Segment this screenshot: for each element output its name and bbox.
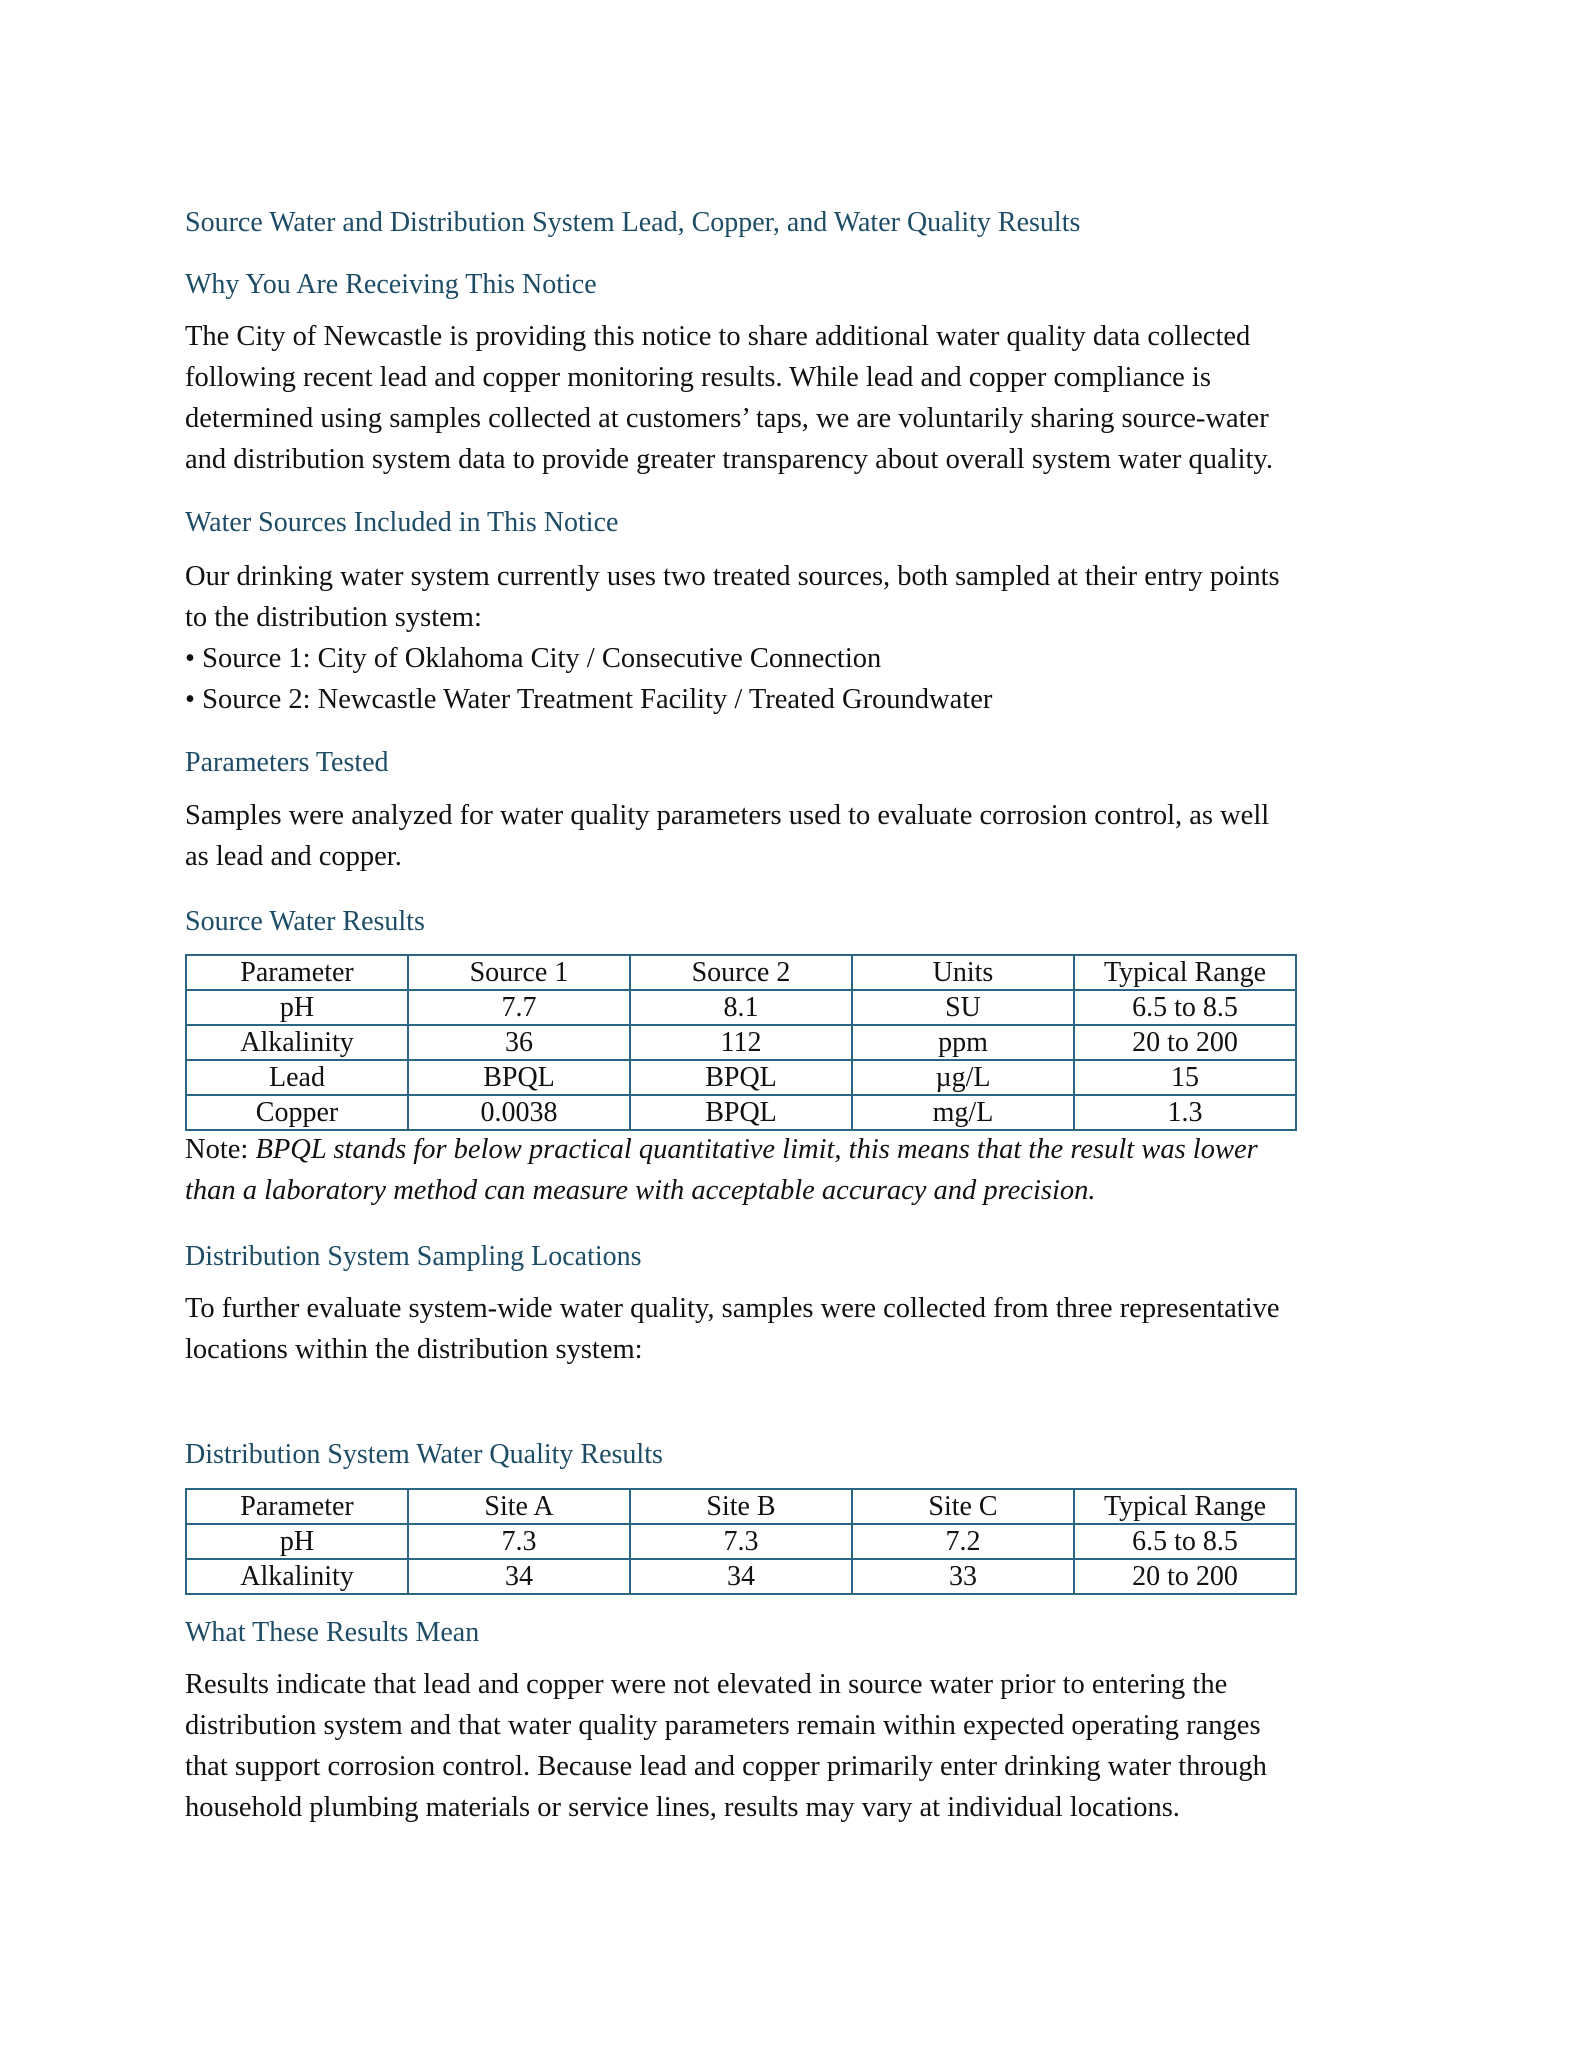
distribution-results-table xyxy=(185,1488,1297,1595)
table-row xyxy=(186,990,1296,1025)
header-cell: Site A xyxy=(408,1489,630,1524)
paragraph-water-sources xyxy=(185,556,1385,720)
header-cell: Site C xyxy=(852,1489,1074,1524)
text-line: The City of Newcastle is providing this notice to share additional water quality data collected xyxy=(185,321,1251,352)
table-cell: pH xyxy=(186,990,408,1025)
table-cell: 34 xyxy=(630,1559,852,1594)
table-cell: Copper xyxy=(186,1095,408,1130)
paragraph-results-meaning xyxy=(185,1664,1385,1828)
text-line: following recent lead and copper monitoring results. While lead and copper compliance is xyxy=(185,362,1211,393)
heading-results-meaning: What These Results Mean xyxy=(185,1617,480,1648)
table-cell: 7.3 xyxy=(630,1524,852,1559)
note-text: than a laboratory method can measure with acceptable accuracy and precision. xyxy=(185,1175,1096,1206)
document-title: Source Water and Distribution System Lead, Copper, and Water Quality Results xyxy=(185,207,1081,238)
table-row xyxy=(186,1559,1296,1594)
table-header-row xyxy=(186,955,1296,990)
table-header-row xyxy=(186,1489,1296,1524)
table-row xyxy=(186,1524,1296,1559)
table-cell: pH xyxy=(186,1524,408,1559)
table-cell: BPQL xyxy=(408,1060,630,1095)
text-line: determined using samples collected at customers’ taps, we are voluntarily sharing source-water xyxy=(185,403,1269,434)
note-text: BPQL stands for below practical quantitative limit, this means that the result was lower xyxy=(255,1134,1258,1165)
table-cell: SU xyxy=(852,990,1074,1025)
header-cell: Source 1 xyxy=(408,955,630,990)
table-cell: Lead xyxy=(186,1060,408,1095)
table-cell: 7.3 xyxy=(408,1524,630,1559)
header-cell: Source 2 xyxy=(630,955,852,990)
table-cell: 15 xyxy=(1074,1060,1296,1095)
heading-water-sources: Water Sources Included in This Notice xyxy=(185,507,619,538)
table-cell: 34 xyxy=(408,1559,630,1594)
text-line: Results indicate that lead and copper were not elevated in source water prior to entering the xyxy=(185,1669,1228,1700)
table-row xyxy=(186,1025,1296,1060)
text-line: distribution system and that water quality parameters remain within expected operating ranges xyxy=(185,1710,1261,1741)
table-row xyxy=(186,1095,1296,1130)
heading-parameters-tested: Parameters Tested xyxy=(185,747,389,778)
bpql-note xyxy=(185,1129,1258,1170)
paragraph-why-receiving xyxy=(185,316,1385,480)
table-cell: 20 to 200 xyxy=(1074,1025,1296,1060)
text-line: to the distribution system: xyxy=(185,602,482,633)
text-line: Our drinking water system currently uses two treated sources, both sampled at their entry points xyxy=(185,561,1280,592)
source-water-results-table xyxy=(185,954,1297,1131)
table-cell: mg/L xyxy=(852,1095,1074,1130)
table-cell: 0.0038 xyxy=(408,1095,630,1130)
table-cell: 1.3 xyxy=(1074,1095,1296,1130)
header-cell: Parameter xyxy=(186,955,408,990)
text-line: that support corrosion control. Because lead and copper primarily enter drinking water through xyxy=(185,1751,1267,1782)
paragraph-parameters-tested xyxy=(185,795,1385,877)
text-line: locations within the distribution system: xyxy=(185,1334,643,1365)
header-cell: Units xyxy=(852,955,1074,990)
table-cell: BPQL xyxy=(630,1060,852,1095)
header-cell: Parameter xyxy=(186,1489,408,1524)
table-cell: ppm xyxy=(852,1025,1074,1060)
table-cell: 112 xyxy=(630,1025,852,1060)
text-line: as lead and copper. xyxy=(185,841,402,872)
header-cell: Typical Range xyxy=(1074,1489,1296,1524)
table-cell: 36 xyxy=(408,1025,630,1060)
table-row xyxy=(186,1060,1296,1095)
table-cell: Alkalinity xyxy=(186,1559,408,1594)
text-line: and distribution system data to provide greater transparency about overall system water quality. xyxy=(185,444,1273,475)
table-cell: 8.1 xyxy=(630,990,852,1025)
text-line: Samples were analyzed for water quality parameters used to evaluate corrosion control, as well xyxy=(185,800,1270,831)
heading-why-receiving: Why You Are Receiving This Notice xyxy=(185,269,597,300)
heading-distribution-results: Distribution System Water Quality Results xyxy=(185,1439,663,1470)
paragraph-sampling-locations xyxy=(185,1288,1385,1370)
heading-source-water-results: Source Water Results xyxy=(185,906,425,937)
bpql-note-continued xyxy=(185,1170,1096,1211)
header-cell: Typical Range xyxy=(1074,955,1296,990)
table-cell: 33 xyxy=(852,1559,1074,1594)
table-cell: 7.2 xyxy=(852,1524,1074,1559)
table-cell: 6.5 to 8.5 xyxy=(1074,990,1296,1025)
table-cell: 6.5 to 8.5 xyxy=(1074,1524,1296,1559)
table-cell: 20 to 200 xyxy=(1074,1559,1296,1594)
heading-sampling-locations: Distribution System Sampling Locations xyxy=(185,1241,642,1272)
table-cell: µg/L xyxy=(852,1060,1074,1095)
table-cell: Alkalinity xyxy=(186,1025,408,1060)
note-label: Note: xyxy=(185,1134,256,1165)
bullet-source-1: • Source 1: City of Oklahoma City / Consecutive Connection xyxy=(185,643,882,674)
table-cell: 7.7 xyxy=(408,990,630,1025)
text-line: To further evaluate system-wide water quality, samples were collected from three representative xyxy=(185,1293,1280,1324)
header-cell: Site B xyxy=(630,1489,852,1524)
text-line: household plumbing materials or service lines, results may vary at individual locations. xyxy=(185,1792,1180,1823)
table-cell: BPQL xyxy=(630,1095,852,1130)
bullet-source-2: • Source 2: Newcastle Water Treatment Facility / Treated Groundwater xyxy=(185,684,993,715)
